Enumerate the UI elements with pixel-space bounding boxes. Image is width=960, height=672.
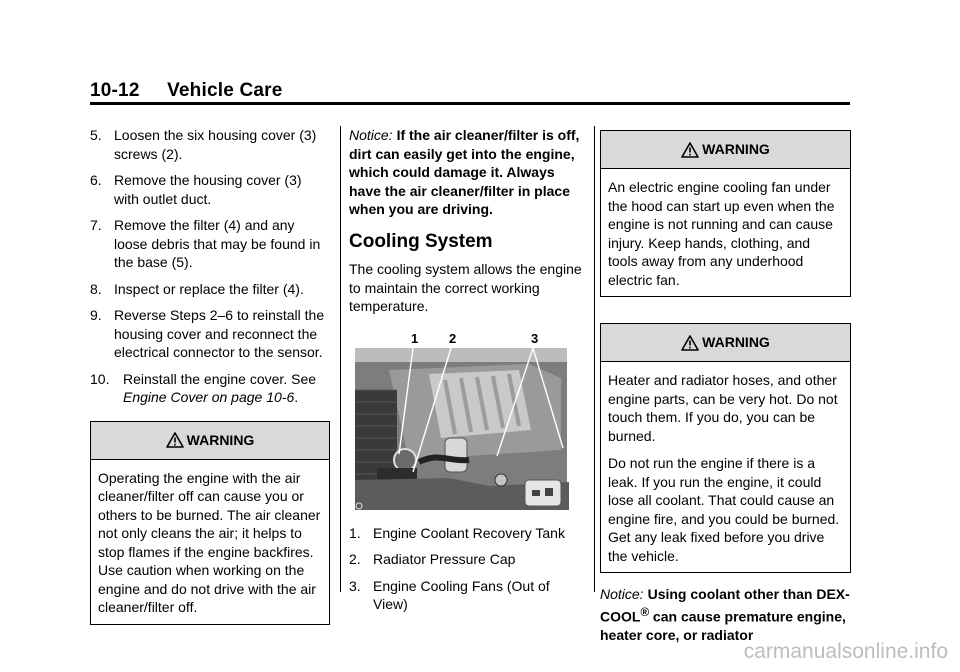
list-item: 3. Engine Cooling Fans (Out of View): [349, 577, 550, 612]
list-item: 7. Remove the filter (4) and any loose debris that may be found in the base (5).: [90, 217, 321, 270]
figure-legend: [349, 524, 587, 614]
callout-3: 3: [531, 330, 539, 346]
list-item: 9. Reverse Steps 2–6 to reinstall the housing cover and reconnect the electrical connector to the sensor.: [90, 307, 325, 360]
warning-triangle-icon: [681, 142, 699, 158]
watermark: carmanualsonline.info: [743, 640, 948, 663]
notice-text: Notice: If the air cleaner/filter is off, dirt can easily get into the engine, which could damage it. Always have the air cleaner/filter in place when you are driving.: [349, 127, 580, 217]
list-item: 1. Engine Coolant Recovery Tank: [349, 524, 565, 541]
section-title: Vehicle Care: [167, 80, 283, 101]
list-item: 5. Loosen the six housing cover (3) screws (2).: [90, 127, 317, 162]
engine-compartment-illustration: [349, 330, 569, 514]
callout-2: 2: [449, 330, 457, 346]
callout-1: 1: [411, 330, 419, 346]
column-left: [90, 126, 330, 625]
section-intro: The cooling system allows the engine to maintain the correct working temperature.: [349, 261, 582, 314]
section-heading: Cooling System: [349, 230, 493, 252]
notice-text: Notice: Using coolant other than DEX-COOL® can cause premature engine, heater core, or radiator: [600, 586, 850, 643]
cross-reference-link[interactable]: Engine Cover on page 10-6: [123, 389, 295, 405]
warning-triangle-icon: [166, 432, 184, 448]
notice-label: Notice:: [600, 586, 644, 602]
notice-label: Notice:: [349, 127, 393, 143]
column-divider: [594, 126, 595, 592]
warning-box: [90, 421, 330, 625]
warning-box: [600, 130, 851, 297]
warning-text: Heater and radiator hoses, and other engine parts, can be very hot. Do not touch them. If you do, you can be burned.: [608, 372, 838, 444]
column-divider: [340, 126, 341, 592]
warning-title: WARNING: [186, 431, 255, 448]
warning-box: [600, 323, 851, 573]
warning-text: An electric engine cooling fan under the hood can start up even when the engine is not running and can cause injury. Keep hands, clothing, and tools away from any underhood electric fan.: [608, 179, 835, 288]
header-rule: [90, 102, 850, 105]
warning-title: WARNING: [702, 141, 770, 158]
warning-text: Operating the engine with the air cleaner/filter off can cause you or others to be burned. The air cleaner not only cleans the air; it helps to stop flames if the engine backfires. Use caution when working on the engine and do not drive with the air cleaner/filter off.: [98, 469, 321, 615]
page-number: 10-12: [90, 80, 140, 101]
engine-compartment-figure: [349, 330, 569, 514]
step-list: [90, 126, 330, 407]
warning-header: [91, 422, 329, 460]
column-middle: [349, 126, 587, 622]
warning-header: [601, 324, 850, 362]
warning-triangle-icon: [681, 335, 699, 351]
list-item: 2. Radiator Pressure Cap: [349, 551, 516, 567]
warning-title: WARNING: [702, 334, 770, 351]
list-item: 8. Inspect or replace the filter (4).: [90, 280, 304, 297]
page-header: [90, 80, 283, 102]
warning-text: Do not run the engine if there is a leak. If you run the engine, it could lose all coolant. That could cause an engine fire, and you could be burned. Get any leak fixed before you drive the vehicle.: [608, 455, 840, 564]
list-item: 6. Remove the housing cover (3) with outlet duct.: [90, 172, 302, 207]
list-item: 10. Reinstall the engine cover. See Engine Cover on page 10-6.: [90, 370, 317, 405]
warning-header: [601, 131, 850, 169]
column-right: [600, 126, 851, 644]
